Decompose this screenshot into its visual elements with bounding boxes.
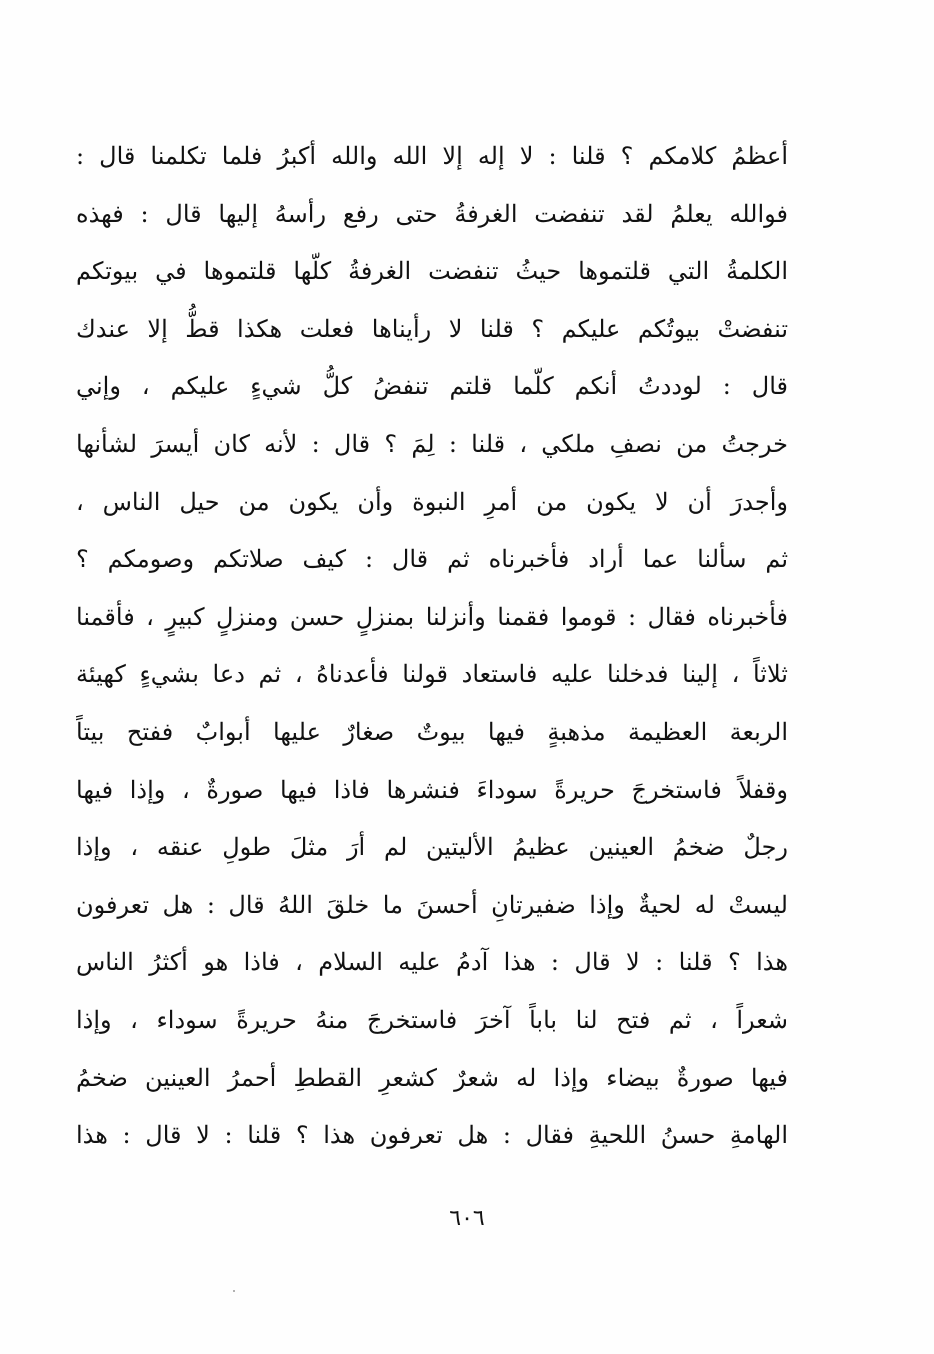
text-line-6: خرجتُ من نصفِ ملكي ، قلنا : لِمَ ؟ قال : لأنه كان أيسرَ لشأنها (76, 429, 788, 458)
text-line-2: فوالله يعلمُ لقد تنفضت الغرفةُ حتى رفع رأسهُ إليها قال : فهذه (76, 199, 788, 228)
text-line-16: شعراً ، ثم فتح لنا باباً آخرَ فاستخرجَ منهُ حريرةً سوداء ، وإذا (76, 1005, 788, 1034)
text-line-1: أعظمُ كلامكم ؟ قلنا : لا إله إلا الله والله أكبرُ فلما تكلمنا قال : (76, 142, 788, 170)
text-line-7: وأجدرَ أن لا يكون من أمرِ النبوة وأن يكون من حيل الناس ، (76, 487, 788, 516)
text-line-3: الكلمةُ التي قلتموها حيثُ تنفضت الغرفةُ كلّها قلتموها في بيوتكم (76, 257, 788, 286)
scan-speck (233, 1290, 235, 1292)
page-number: ٦٠٦ (449, 1206, 485, 1231)
text-line-17: فيها صورةٌ بيضاء وإذا له شعرٌ كشعرِ القططِ أحمرُ العينين ضخمُ (76, 1063, 788, 1092)
text-line-15: هذا ؟ قلنا : لا قال : هذا آدمُ عليه السلام ، فاذا هو أكثرُ الناس (76, 948, 788, 977)
text-line-8: ثم سألنا عما أراد فأخبرناه ثم قال : كيف صلاتكم وصومكم ؟ (76, 545, 788, 574)
text-line-9: فأخبرناه فقال : قوموا فقمنا وأنزلنا بمنزلٍ حسن ومنزلٍ كبيرٍ ، فأقمنا (76, 602, 788, 631)
text-line-5: قال : لوددتُ أنكم كلّما قلتم تنفضُ كلُّ شيءٍ عليكم ، وإني (76, 372, 788, 401)
text-line-4: تنفضتْ بيوتُكم عليكم ؟ قلنا لا رأيناها فعلت هكذا قطُّ إلا عندك (76, 314, 788, 343)
text-line-18: الهامةِ حسنُ اللحيةِ فقال : هل تعرفون هذا ؟ قلنا : لا قال : هذا (76, 1121, 788, 1150)
text-line-10: ثلاثاً ، إلينا فدخلنا عليه فاستعاد قولنا فأعدناهُ ، ثم دعا بشيءٍ كهيئة (76, 660, 788, 689)
text-line-11: الربعة العظيمة مذهبةٍ فيها بيوتٌ صغارٌ عليها أبوابٌ ففتح بيتاً (76, 717, 788, 746)
text-line-12: وقفلاً فاستخرجَ حريرةً سوداءَ فنشرها فاذا فيها صورةٌ ، وإذا فيها (76, 775, 788, 804)
text-line-13: رجلٌ ضخمُ العينين عظيمُ الأليتين لم أرَ مثلَ طولِ عنقه ، وإذا (76, 833, 788, 862)
text-line-14: ليستْ له لحيةٌ وإذا ضفيرتانِ أحسنَ ما خلقَ اللهُ قال : هل تعرفون (76, 890, 788, 919)
body-text (76, 128, 788, 1165)
